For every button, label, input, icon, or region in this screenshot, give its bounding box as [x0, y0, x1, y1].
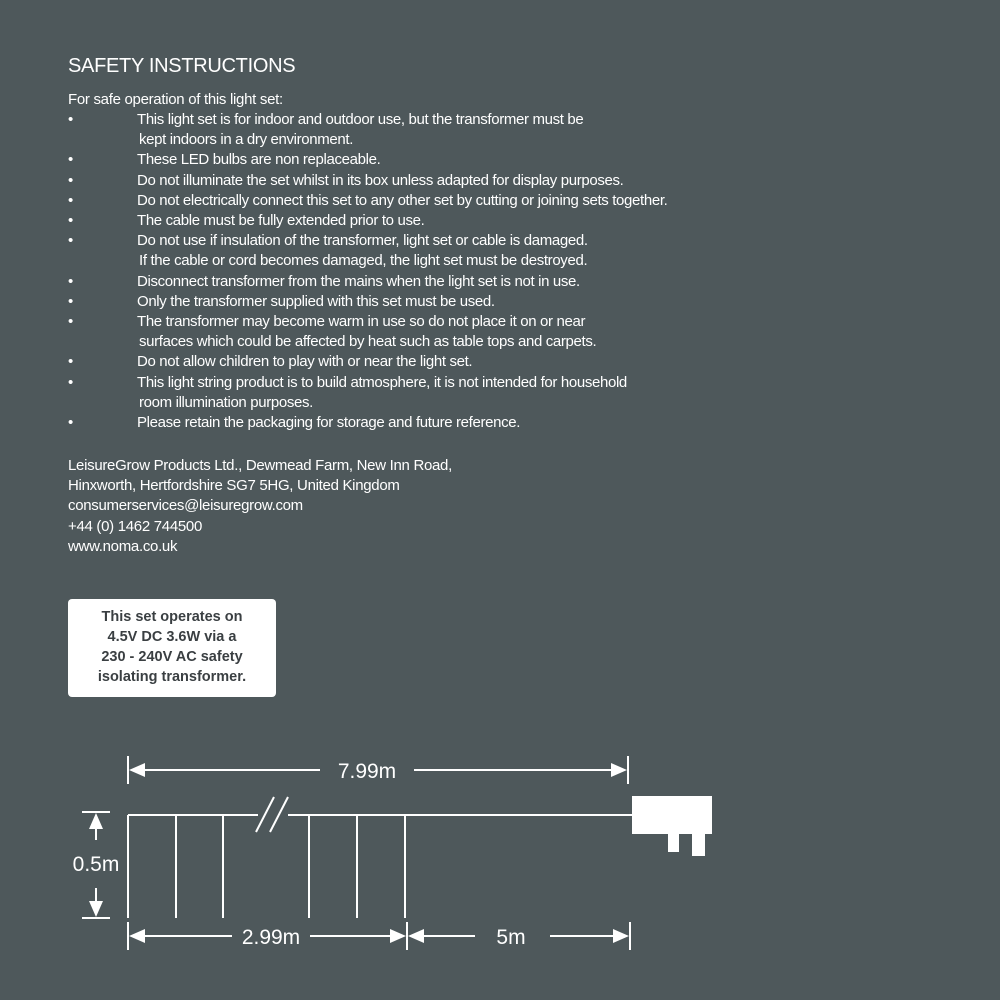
instruction-line: The transformer may become warm in use so do not place it on or near — [137, 313, 586, 331]
transformer-plug-body — [632, 796, 712, 834]
instruction-line: Please retain the packaging for storage and future reference. — [137, 414, 521, 432]
company-address-line-2: Hinxworth, Hertfordshire SG7 5HG, United Kingdom — [68, 477, 400, 495]
email-address: consumerservices@leisuregrow.com — [68, 497, 303, 515]
bullet-icon: • — [68, 373, 73, 391]
bullet-icon: • — [68, 272, 73, 290]
bullet-icon: • — [68, 313, 73, 331]
bullet-icon: • — [68, 414, 73, 432]
instruction-line: surfaces which could be affected by heat such as table tops and carpets. — [139, 333, 597, 351]
page-title: SAFETY INSTRUCTIONS — [68, 55, 296, 77]
arrow-right-icon — [613, 929, 629, 943]
instruction-line: kept indoors in a dry environment. — [139, 131, 354, 149]
instruction-line: Do not illuminate the set whilst in its box unless adapted for display purposes. — [137, 171, 624, 189]
instruction-line: Do not electrically connect this set to any other set by cutting or joining sets together. — [137, 191, 668, 209]
arrow-down-icon — [89, 901, 103, 917]
instruction-line: If the cable or cord becomes damaged, the light set must be destroyed. — [139, 252, 588, 270]
instruction-line: Disconnect transformer from the mains when the light set is not in use. — [137, 272, 580, 290]
phone-number: +44 (0) 1462 744500 — [68, 517, 203, 535]
instruction-line: This light string product is to build atmosphere, it is not intended for household — [137, 373, 627, 391]
lead-length-label: 5m — [496, 926, 526, 949]
instruction-line: The cable must be fully extended prior to use. — [137, 212, 425, 230]
website-url: www.noma.co.uk — [68, 537, 178, 555]
arrow-right-icon — [390, 929, 406, 943]
bullet-icon: • — [68, 111, 73, 128]
break-mark-2 — [270, 797, 288, 832]
spec-line: 4.5V DC 3.6W via a — [107, 629, 237, 645]
instruction-line: These LED bulbs are non replaceable. — [137, 151, 381, 169]
bullet-icon: • — [68, 151, 73, 169]
spec-line: This set operates on — [101, 609, 243, 625]
bullet-icon: • — [68, 353, 73, 371]
bullet-icon: • — [68, 191, 73, 209]
arrow-up-icon — [89, 813, 103, 829]
arrow-left-icon — [408, 929, 424, 943]
bullet-icon: • — [68, 212, 73, 230]
bullet-icon: • — [68, 232, 73, 250]
instruction-line: Do not use if insulation of the transformer, light set or cable is damaged. — [137, 232, 588, 250]
break-mark-1 — [256, 797, 274, 832]
total-length-label: 7.99m — [337, 760, 397, 783]
spec-line: isolating transformer. — [97, 669, 247, 685]
spec-line: 230 - 240V AC safety — [101, 649, 243, 665]
transformer-plug-pin — [692, 832, 705, 856]
instruction-line: Do not allow children to play with or near the light set. — [137, 353, 473, 371]
arrow-left-icon — [129, 929, 145, 943]
intro-text: For safe operation of this light set: — [68, 91, 283, 108]
drop-height-label: 0.5m — [72, 853, 120, 876]
bullet-icon: • — [68, 171, 73, 189]
arrow-left-icon — [129, 763, 145, 777]
lit-length-label: 2.99m — [241, 926, 301, 949]
instruction-line: This light set is for indoor and outdoor use, but the transformer must be — [137, 111, 584, 128]
arrow-right-icon — [611, 763, 627, 777]
transformer-plug-pin — [668, 832, 679, 852]
instruction-line: Only the transformer supplied with this set must be used. — [137, 292, 495, 310]
company-address-line-1: LeisureGrow Products Ltd., Dewmead Farm, New Inn Road, — [68, 457, 452, 474]
instruction-line: room illumination purposes. — [139, 393, 313, 411]
bullet-icon: • — [68, 292, 73, 310]
